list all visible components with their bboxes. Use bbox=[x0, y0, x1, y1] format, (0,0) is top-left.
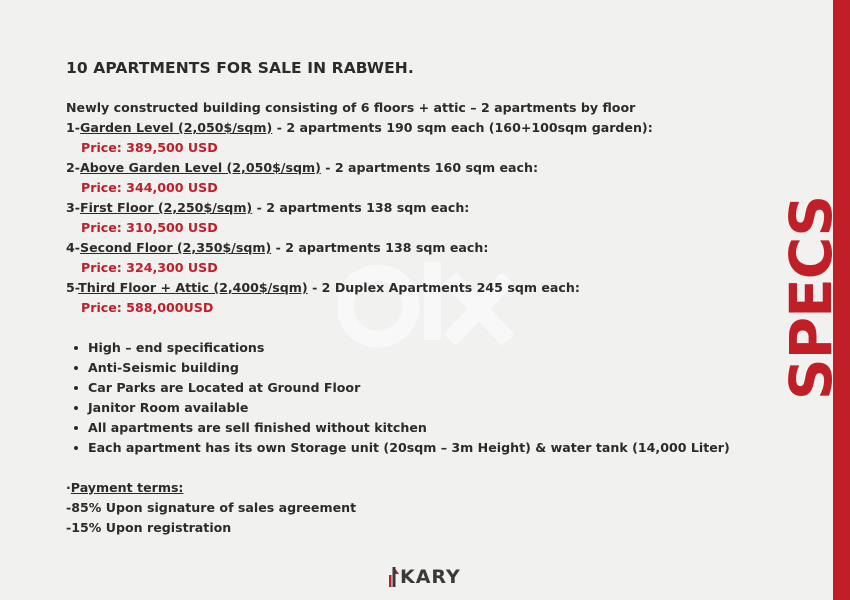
document-body bbox=[66, 58, 786, 538]
level-item bbox=[66, 238, 786, 278]
payment-terms bbox=[66, 478, 786, 538]
feature-item: All apartments are sell finished without kitchen bbox=[74, 418, 786, 438]
level-name: Garden Level (2,050$/sqm) bbox=[80, 120, 273, 135]
payment-prefix: · bbox=[66, 480, 71, 495]
level-price: Price: 344,000 USD bbox=[81, 180, 218, 195]
feature-item: Anti-Seismic building bbox=[74, 358, 786, 378]
bullet-icon bbox=[74, 426, 78, 430]
level-number: 3- bbox=[66, 200, 80, 215]
level-description: - 2 apartments 138 sqm each: bbox=[271, 240, 489, 255]
level-price: Price: 588,000USD bbox=[81, 300, 214, 315]
logo-text: KARY bbox=[400, 566, 461, 588]
payment-heading: Payment terms: bbox=[70, 480, 184, 495]
level-item bbox=[66, 198, 786, 238]
level-price: Price: 389,500 USD bbox=[81, 140, 218, 155]
feature-item: High – end specifications bbox=[74, 338, 786, 358]
kary-logo bbox=[389, 565, 461, 587]
specs-side-label: SPECS bbox=[777, 195, 845, 401]
level-item bbox=[66, 118, 786, 158]
level-name: Above Garden Level (2,050$/sqm) bbox=[80, 160, 321, 175]
level-price: Price: 310,500 USD bbox=[81, 220, 218, 235]
bullet-icon bbox=[74, 346, 78, 350]
level-item bbox=[66, 158, 786, 198]
level-item bbox=[66, 278, 786, 318]
feature-item: Janitor Room available bbox=[74, 398, 786, 418]
level-price: Price: 324,300 USD bbox=[81, 260, 218, 275]
payment-term: -15% Upon registration bbox=[66, 520, 232, 535]
bullet-icon bbox=[74, 386, 78, 390]
page-title: 10 APARTMENTS FOR SALE IN RABWEH. bbox=[66, 59, 414, 77]
payment-term: -85% Upon signature of sales agreement bbox=[66, 500, 357, 515]
intro-text: Newly constructed building consisting of 6 floors + attic – 2 apartments by floor bbox=[66, 100, 636, 115]
level-description: - 2 apartments 190 sqm each (160+100sqm garden): bbox=[272, 120, 653, 135]
bullet-icon bbox=[74, 406, 78, 410]
level-name: Second Floor (2,350$/sqm) bbox=[80, 240, 272, 255]
level-description: - 2 Duplex Apartments 245 sqm each: bbox=[307, 280, 580, 295]
building-icon bbox=[389, 567, 399, 587]
level-description: - 2 apartments 160 sqm each: bbox=[320, 160, 538, 175]
level-number: 5- bbox=[66, 280, 79, 295]
level-number: 4- bbox=[66, 240, 80, 255]
level-number: 1- bbox=[66, 120, 80, 135]
features-list bbox=[66, 338, 786, 458]
level-name: Third Floor + Attic (2,400$/sqm) bbox=[78, 280, 308, 295]
level-description: - 2 apartments 138 sqm each: bbox=[252, 200, 470, 215]
feature-item: Car Parks are Located at Ground Floor bbox=[74, 378, 786, 398]
level-number: 2- bbox=[66, 160, 80, 175]
feature-item: Each apartment has its own Storage unit (20sqm – 3m Height) & water tank (14,000 Liter) bbox=[74, 438, 786, 458]
level-name: First Floor (2,250$/sqm) bbox=[80, 200, 253, 215]
bullet-icon bbox=[74, 446, 78, 450]
bullet-icon bbox=[74, 366, 78, 370]
